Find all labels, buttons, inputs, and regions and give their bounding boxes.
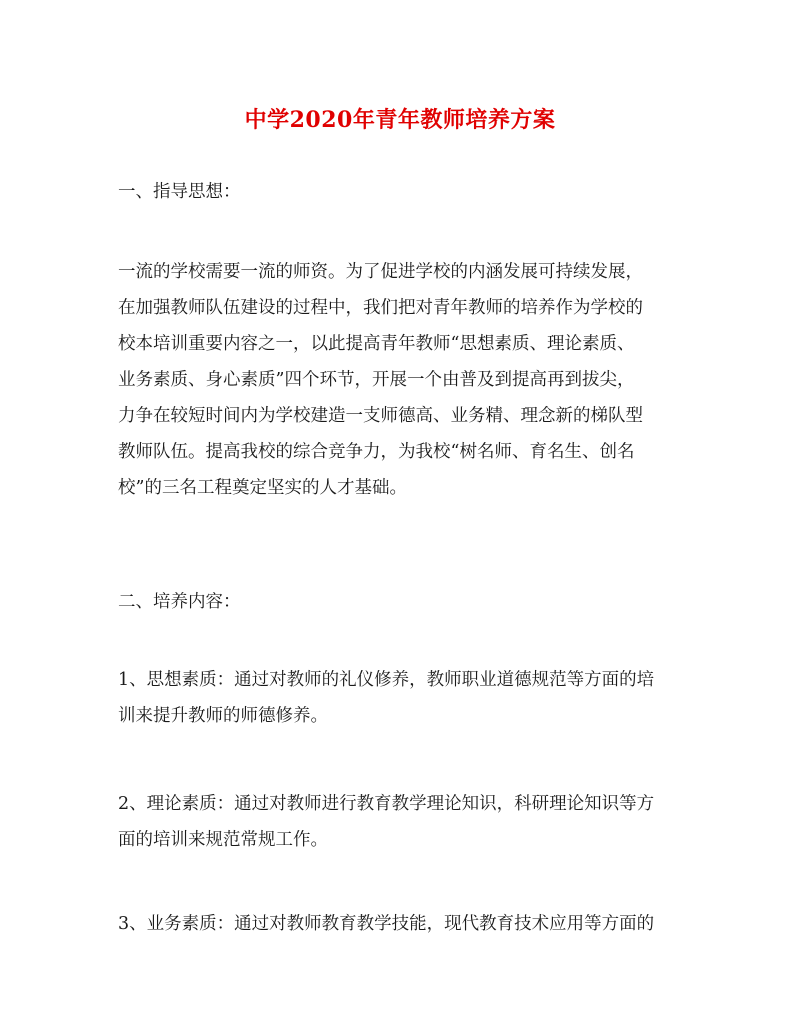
paragraph-guiding-ideology: [118, 254, 688, 506]
list-item-professional-quality: [118, 906, 688, 942]
text-line: 一流的学校需要一流的师资。为了促进学校的内涵发展可持续发展，: [118, 262, 643, 282]
text-line: 力争在较短时间内为学校建造一支师德高、业务精、理念新的梯队型: [118, 406, 643, 426]
text-line: 教师队伍。提高我校的综合竞争力，为我校“树名师、育名生、创名: [118, 442, 635, 462]
text-line: 1、思想素质：通过对教师的礼仪修养，教师职业道德规范等方面的培: [118, 670, 655, 690]
text-line: 训来提升教师的师德修养。: [118, 706, 328, 726]
text-line: 面的培训来规范常规工作。: [118, 830, 328, 850]
document-title: 中学2020年青年教师培养方案: [244, 107, 556, 133]
text-line: 在加强教师队伍建设的过程中，我们把对青年教师的培养作为学校的: [118, 298, 643, 318]
list-item-theoretical-quality: [118, 786, 688, 858]
text-line: 校”的三名工程奠定坚实的人才基础。: [118, 478, 407, 498]
text-line: 校本培训重要内容之一，以此提高青年教师“思想素质、理论素质、: [118, 334, 635, 354]
text-line: 3、业务素质：通过对教师教育教学技能，现代教育技术应用等方面的: [118, 914, 655, 934]
section-heading-training-content: 二、培养内容：: [118, 592, 241, 612]
section-heading-guiding-ideology: 一、指导思想：: [118, 182, 241, 202]
list-item-ideological-quality: [118, 662, 688, 734]
text-line: 业务素质、身心素质”四个环节，开展一个由普及到提高再到拔尖，: [118, 370, 635, 390]
text-line: 2、理论素质：通过对教师进行教育教学理论知识，科研理论知识等方: [118, 794, 655, 814]
